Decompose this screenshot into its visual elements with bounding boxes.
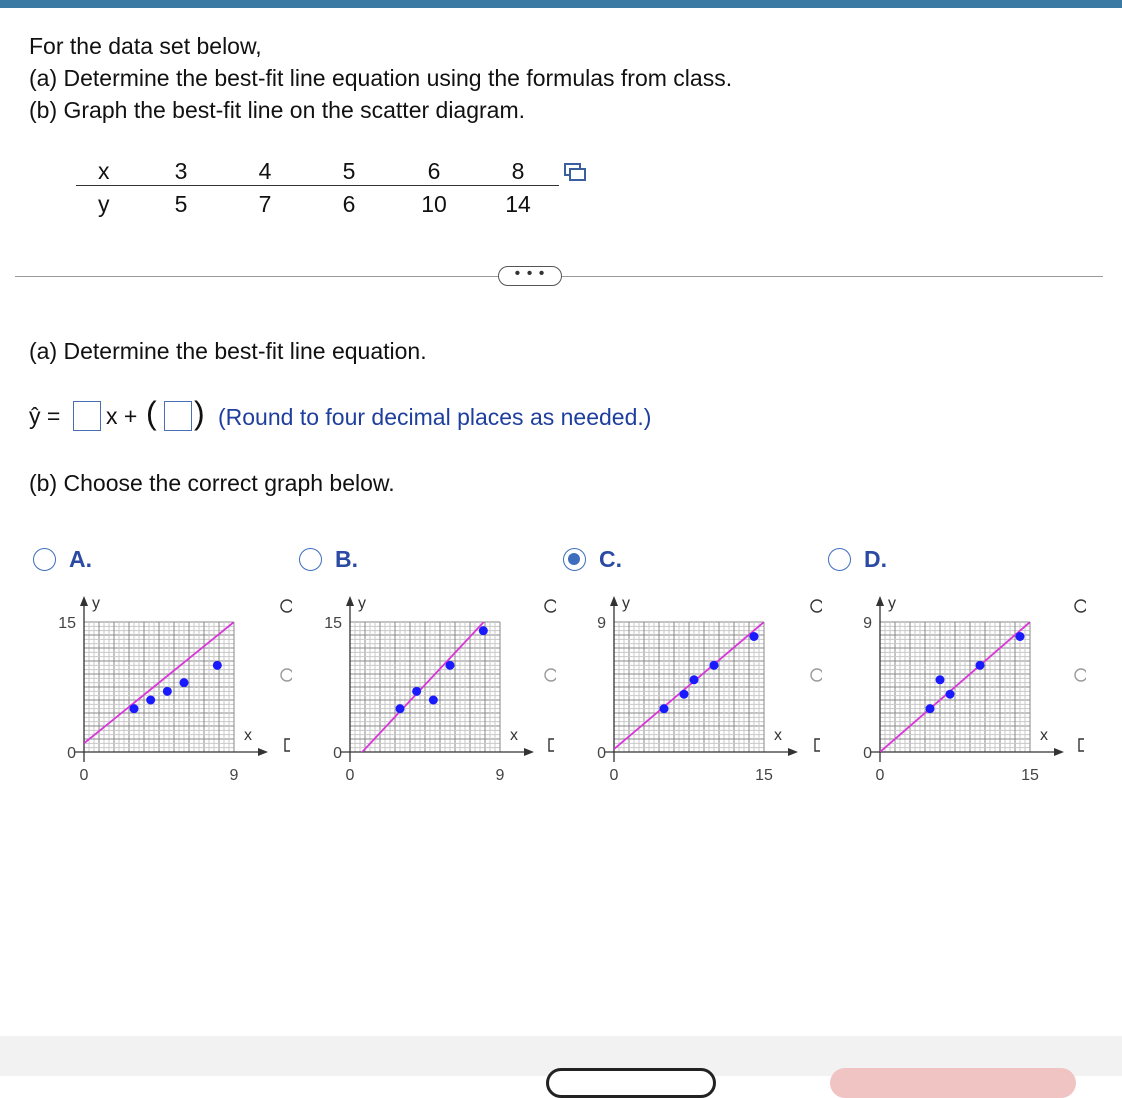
- data-point: [710, 661, 719, 670]
- question-line-3: (b) Graph the best-fit line on the scatter diagram.: [29, 97, 526, 123]
- data-point: [680, 690, 689, 699]
- yhat-label: ŷ =: [29, 403, 61, 429]
- table-x-value: 4: [258, 158, 272, 184]
- table-y-label: y: [98, 191, 110, 217]
- x-tick-label: 15: [1021, 767, 1039, 784]
- x-tick-label: 0: [875, 767, 885, 784]
- part-b-heading: (b) Choose the correct graph below.: [29, 470, 395, 496]
- y-tick-label: 0: [67, 745, 76, 762]
- question-line-1: For the data set below,: [29, 33, 262, 59]
- table-x-value: 8: [511, 158, 525, 184]
- y-axis-arrow: [346, 596, 354, 606]
- x-axis-arrow: [1054, 748, 1064, 756]
- zoom-out-icon[interactable]: [278, 668, 292, 682]
- x-axis-label: x: [774, 727, 782, 744]
- x-tick-label: 0: [609, 767, 619, 784]
- table-y-value: 14: [505, 191, 531, 217]
- option-b-radio[interactable]: [299, 548, 322, 571]
- x-axis-label: x: [1040, 727, 1048, 744]
- x-tick-label: 15: [755, 767, 773, 784]
- option-a-graph: [0, 580, 260, 820]
- more-button[interactable]: • • •: [498, 266, 562, 286]
- option-a-label[interactable]: A.: [69, 546, 92, 572]
- data-point: [429, 696, 438, 705]
- zoom-in-icon[interactable]: [278, 599, 292, 613]
- x-tick-label: 0: [345, 767, 355, 784]
- y-tick-label: 15: [324, 615, 342, 632]
- option-b-graph: [266, 580, 526, 820]
- option-a-radio[interactable]: [33, 548, 56, 571]
- option-d-label[interactable]: D.: [864, 546, 887, 572]
- data-point: [130, 704, 139, 713]
- x-tick-label: 9: [495, 767, 505, 784]
- intercept-input[interactable]: [164, 401, 192, 431]
- zoom-out-icon[interactable]: [1072, 668, 1086, 682]
- table-x-value: 6: [427, 158, 441, 184]
- data-point: [660, 704, 669, 713]
- question-line-2: (a) Determine the best-fit line equation using the formulas from class.: [29, 65, 733, 91]
- option-c-graph: [530, 580, 790, 820]
- footer-button[interactable]: [546, 1068, 716, 1098]
- x-tick-label: 0: [79, 767, 89, 784]
- table-y-value: 7: [258, 191, 272, 217]
- y-axis-arrow: [80, 596, 88, 606]
- y-axis-label: y: [358, 595, 366, 612]
- expand-icon[interactable]: [812, 738, 826, 752]
- data-point: [1016, 632, 1025, 641]
- y-tick-label: 15: [58, 615, 76, 632]
- data-point: [936, 675, 945, 684]
- option-d-radio[interactable]: [828, 548, 851, 571]
- x-tick-label: 9: [229, 767, 239, 784]
- zoom-in-icon[interactable]: [808, 599, 822, 613]
- data-point: [750, 632, 759, 641]
- option-d-graph: [796, 580, 1056, 820]
- table-x-label: x: [98, 158, 110, 184]
- data-point: [146, 696, 155, 705]
- y-axis-label: y: [92, 595, 100, 612]
- zoom-out-icon[interactable]: [808, 668, 822, 682]
- data-point: [479, 626, 488, 635]
- table-divider: [76, 185, 559, 186]
- option-b-label[interactable]: B.: [335, 546, 358, 572]
- rounding-note: (Round to four decimal places as needed.): [218, 404, 652, 430]
- y-axis-arrow: [610, 596, 618, 606]
- expand-icon[interactable]: [1076, 738, 1090, 752]
- zoom-in-icon[interactable]: [542, 599, 556, 613]
- zoom-in-icon[interactable]: [1072, 599, 1086, 613]
- table-y-value: 10: [421, 191, 447, 217]
- y-tick-label: 9: [597, 615, 606, 632]
- y-axis-label: y: [888, 595, 896, 612]
- zoom-out-icon[interactable]: [542, 668, 556, 682]
- close-paren: ): [194, 395, 205, 431]
- data-point: [396, 704, 405, 713]
- data-point: [412, 687, 421, 696]
- data-point: [690, 675, 699, 684]
- option-c-label[interactable]: C.: [599, 546, 622, 572]
- y-tick-label: 0: [333, 745, 342, 762]
- y-tick-label: 0: [597, 745, 606, 762]
- data-point: [976, 661, 985, 670]
- expand-icon[interactable]: [282, 738, 296, 752]
- data-point: [446, 661, 455, 670]
- table-x-value: 5: [342, 158, 356, 184]
- table-x-value: 3: [174, 158, 188, 184]
- slope-input[interactable]: [73, 401, 101, 431]
- option-c-radio[interactable]: [563, 548, 586, 571]
- x-axis-label: x: [510, 727, 518, 744]
- open-paren: (: [146, 395, 157, 431]
- data-point: [180, 678, 189, 687]
- x-axis-label: x: [244, 727, 252, 744]
- footer-button[interactable]: [830, 1068, 1076, 1098]
- expand-icon[interactable]: [546, 738, 560, 752]
- y-axis-label: y: [622, 595, 630, 612]
- data-point: [163, 687, 172, 696]
- y-tick-label: 9: [863, 615, 872, 632]
- part-a-heading: (a) Determine the best-fit line equation.: [29, 338, 427, 364]
- y-tick-label: 0: [863, 745, 872, 762]
- data-point: [926, 704, 935, 713]
- data-point: [946, 690, 955, 699]
- y-axis-arrow: [876, 596, 884, 606]
- x-plus-label: x +: [106, 403, 138, 429]
- table-y-value: 6: [342, 191, 356, 217]
- copy-data-icon[interactable]: [564, 163, 586, 181]
- data-point: [213, 661, 222, 670]
- top-accent-bar: [0, 0, 1122, 8]
- table-y-value: 5: [174, 191, 188, 217]
